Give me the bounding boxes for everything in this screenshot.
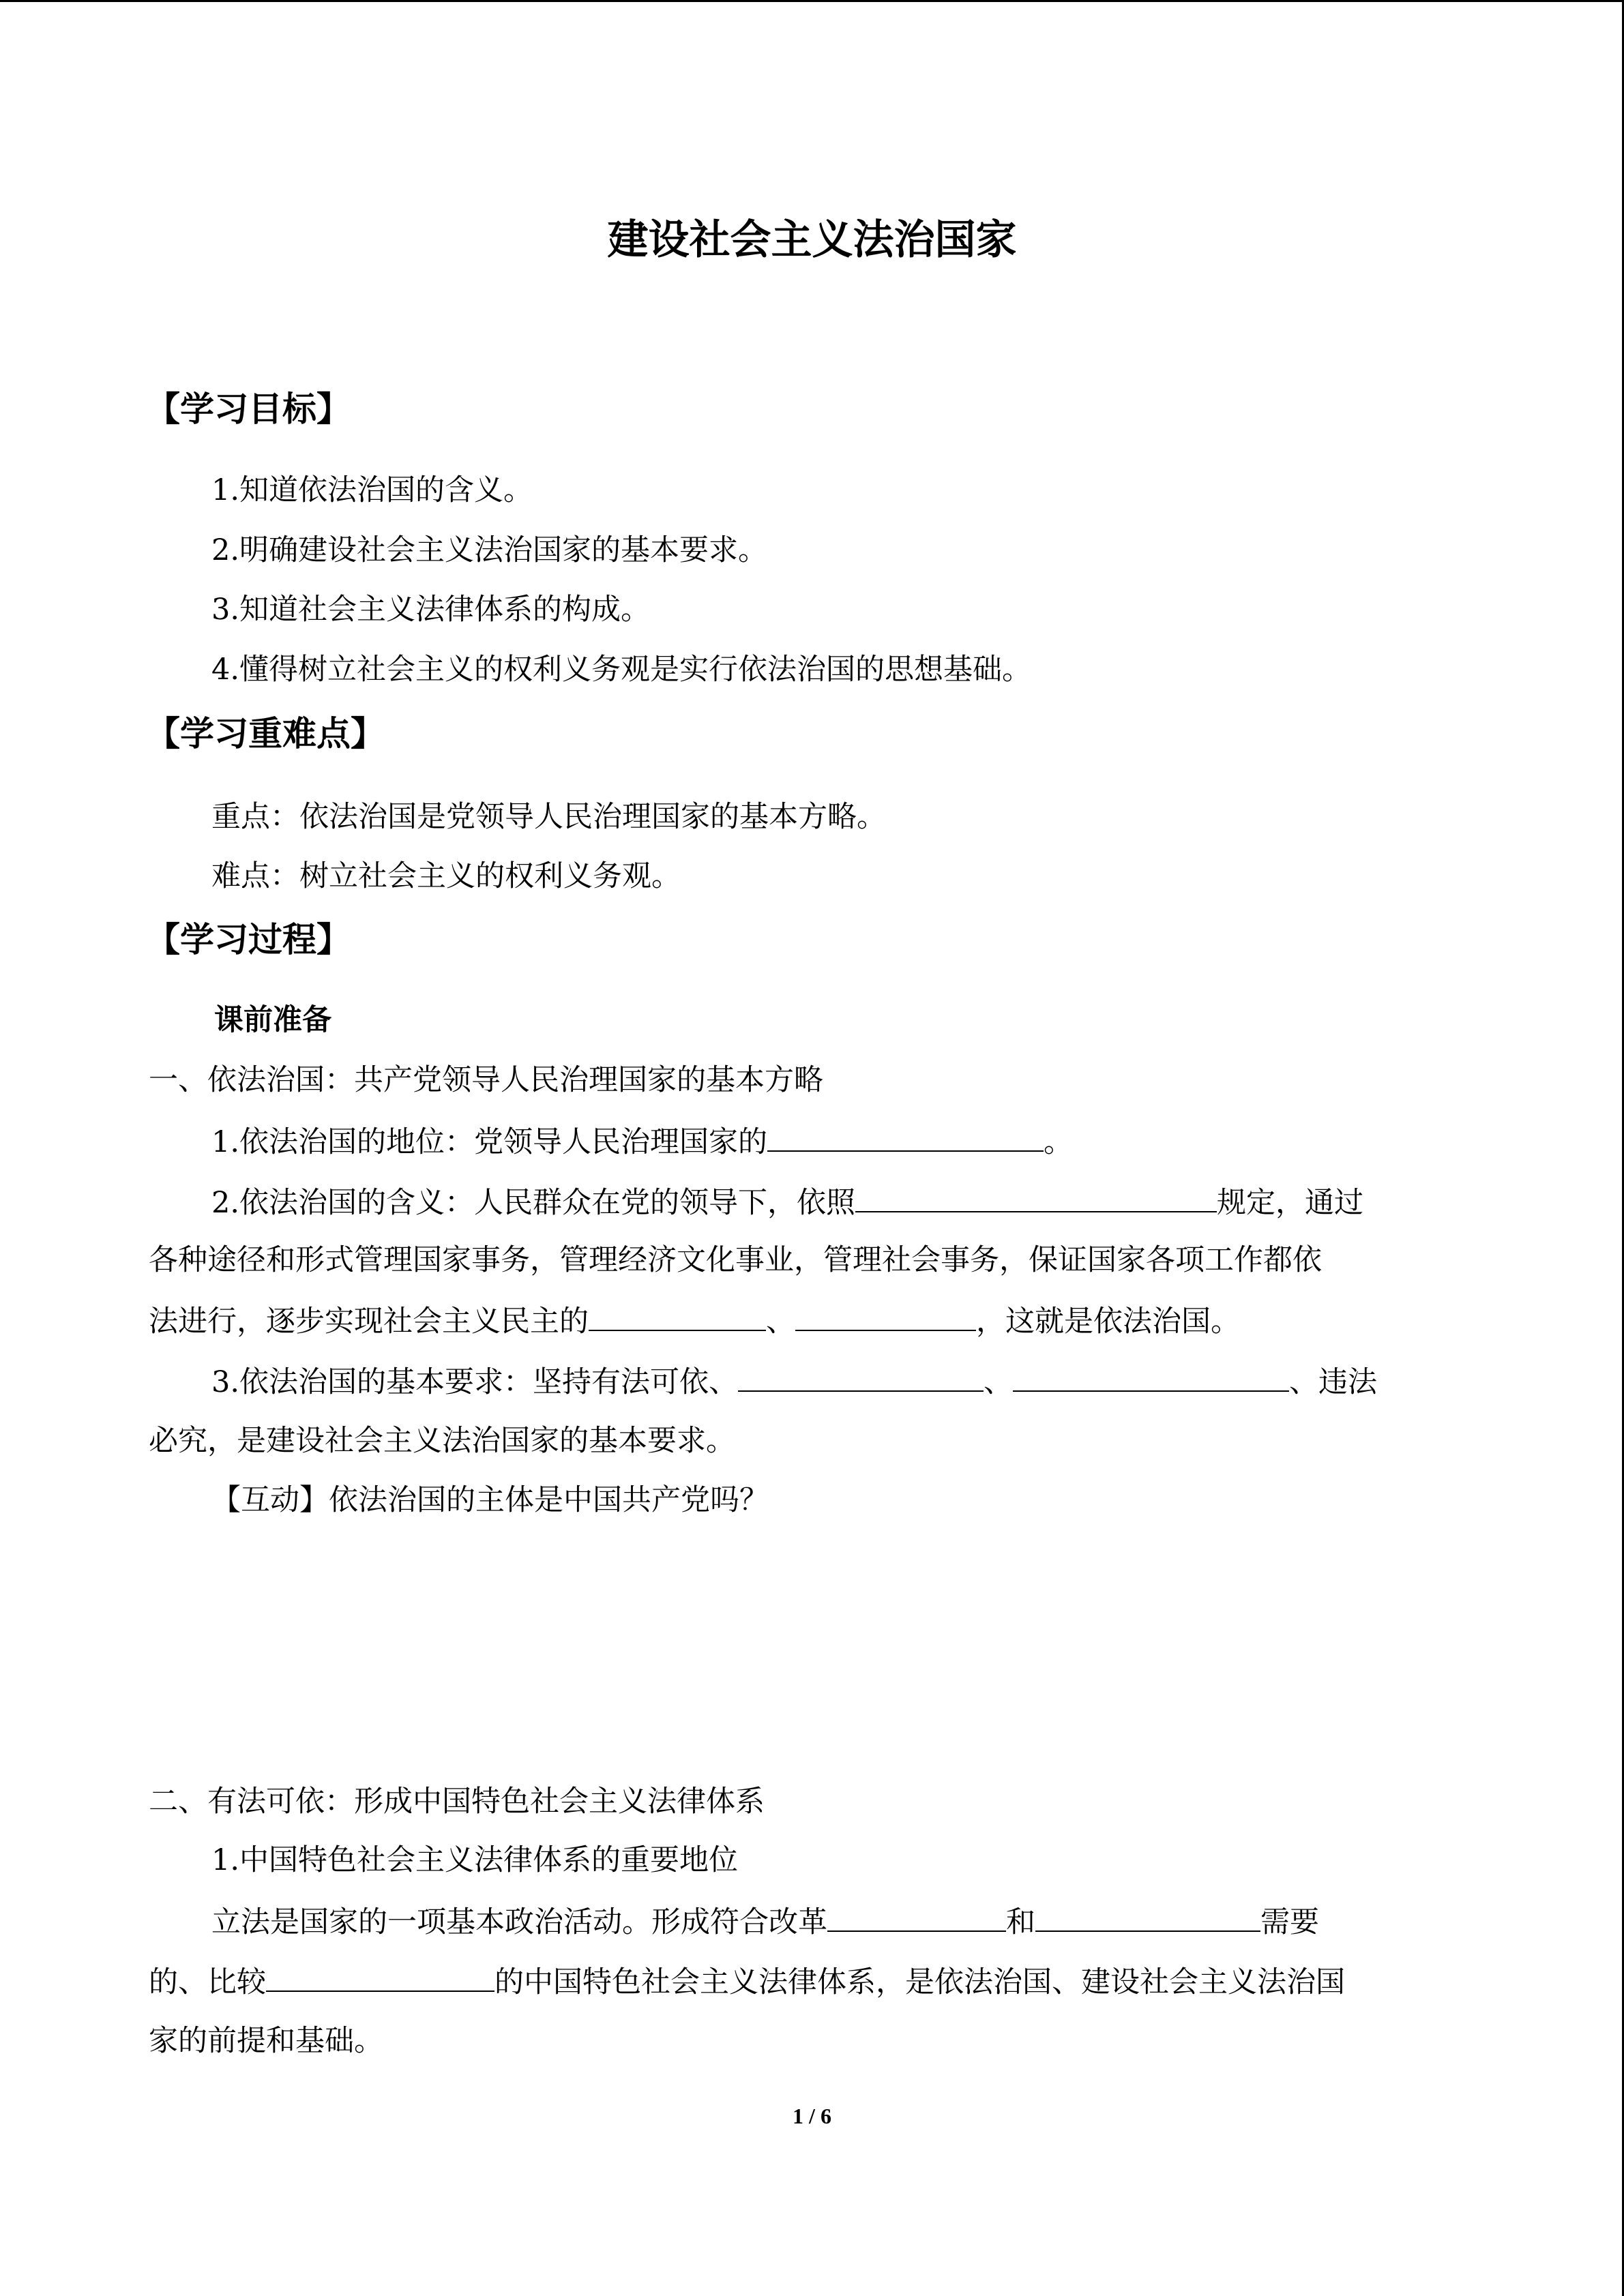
page-top-border <box>0 0 1624 2</box>
objective-item: 3.知道社会主义法律体系的构成。 <box>211 593 651 627</box>
page-title: 建设社会主义法治国家 <box>607 216 1017 264</box>
item1-end: 。 <box>1044 1125 1074 1159</box>
fill-blank[interactable] <box>266 1960 494 1992</box>
fill-blank[interactable] <box>1035 1900 1260 1932</box>
para-line2-text: 的、比较 <box>149 1965 266 1999</box>
part1-title: 一、依法治国：共产党领导人民治理国家的基本方略 <box>149 1063 823 1097</box>
fill-blank[interactable] <box>827 1900 1006 1932</box>
objective-item: 4.懂得树立社会主义的权利义务观是实行依法治国的思想基础。 <box>211 653 1032 687</box>
part2-paragraph-line3: 家的前提和基础。 <box>149 2024 383 2058</box>
item3-end: 、违法 <box>1289 1365 1378 1399</box>
objective-item: 2.明确建设社会主义法治国家的基本要求。 <box>211 533 768 567</box>
prep-subtitle: 课前准备 <box>214 1003 331 1037</box>
para-need: 需要 <box>1260 1905 1319 1939</box>
part2-paragraph-line1 <box>211 1900 1319 1943</box>
part1-item1 <box>211 1120 1073 1163</box>
item3-sep: 、 <box>984 1365 1014 1399</box>
item2-line3-text: 法进行，逐步实现社会主义民主的 <box>149 1304 589 1339</box>
part1-item3 <box>211 1360 1377 1403</box>
page-number: 1 / 6 <box>793 2104 831 2128</box>
process-heading: 【学习过程】 <box>146 920 351 959</box>
fill-blank[interactable] <box>795 1300 976 1331</box>
objectives-heading: 【学习目标】 <box>146 389 351 429</box>
item3-line2: 必究，是建设社会主义法治国家的基本要求。 <box>149 1424 735 1458</box>
part2-item1: 1.中国特色社会主义法律体系的重要地位 <box>211 1843 739 1877</box>
part1-item2 <box>211 1181 1363 1223</box>
para-line2-end: 的中国特色社会主义法律体系，是依法治国、建设社会主义法治国 <box>494 1965 1345 1999</box>
item2-line2: 各种途径和形式管理国家事务，管理经济文化事业，管理社会事务，保证国家各项工作都依 <box>149 1243 1322 1277</box>
fill-blank[interactable] <box>767 1120 1044 1152</box>
difficulty-point: 难点：树立社会主义的权利义务观。 <box>211 859 681 893</box>
item3-text: 3.依法治国的基本要求：坚持有法可依、 <box>211 1365 739 1399</box>
fill-blank[interactable] <box>1013 1360 1289 1392</box>
interaction-question: 【互动】依法治国的主体是中国共产党吗？ <box>211 1483 769 1517</box>
part2-paragraph-line2 <box>149 1960 1345 2003</box>
item2-line3-sep: 、 <box>766 1304 795 1339</box>
para-and: 和 <box>1006 1905 1035 1939</box>
item2-mid: 规定，通过 <box>1217 1186 1364 1220</box>
item2-line3-end: ，这就是依法治国。 <box>976 1304 1240 1339</box>
para-text: 立法是国家的一项基本政治活动。形成符合改革 <box>211 1905 827 1939</box>
item2-line3 <box>149 1300 1240 1342</box>
objective-item: 1.知道依法治国的含义。 <box>211 473 533 507</box>
fill-blank[interactable] <box>855 1181 1217 1212</box>
item1-text: 1.依法治国的地位：党领导人民治理国家的 <box>211 1125 768 1159</box>
item2-text: 2.依法治国的含义：人民群众在党的领导下，依照 <box>211 1186 856 1220</box>
part2-title: 二、有法可依：形成中国特色社会主义法律体系 <box>149 1785 765 1819</box>
fill-blank[interactable] <box>738 1360 984 1392</box>
fill-blank[interactable] <box>589 1300 766 1331</box>
focus-point: 重点：依法治国是党领导人民治理国家的基本方略。 <box>211 800 886 834</box>
key-points-heading: 【学习重难点】 <box>146 714 385 754</box>
